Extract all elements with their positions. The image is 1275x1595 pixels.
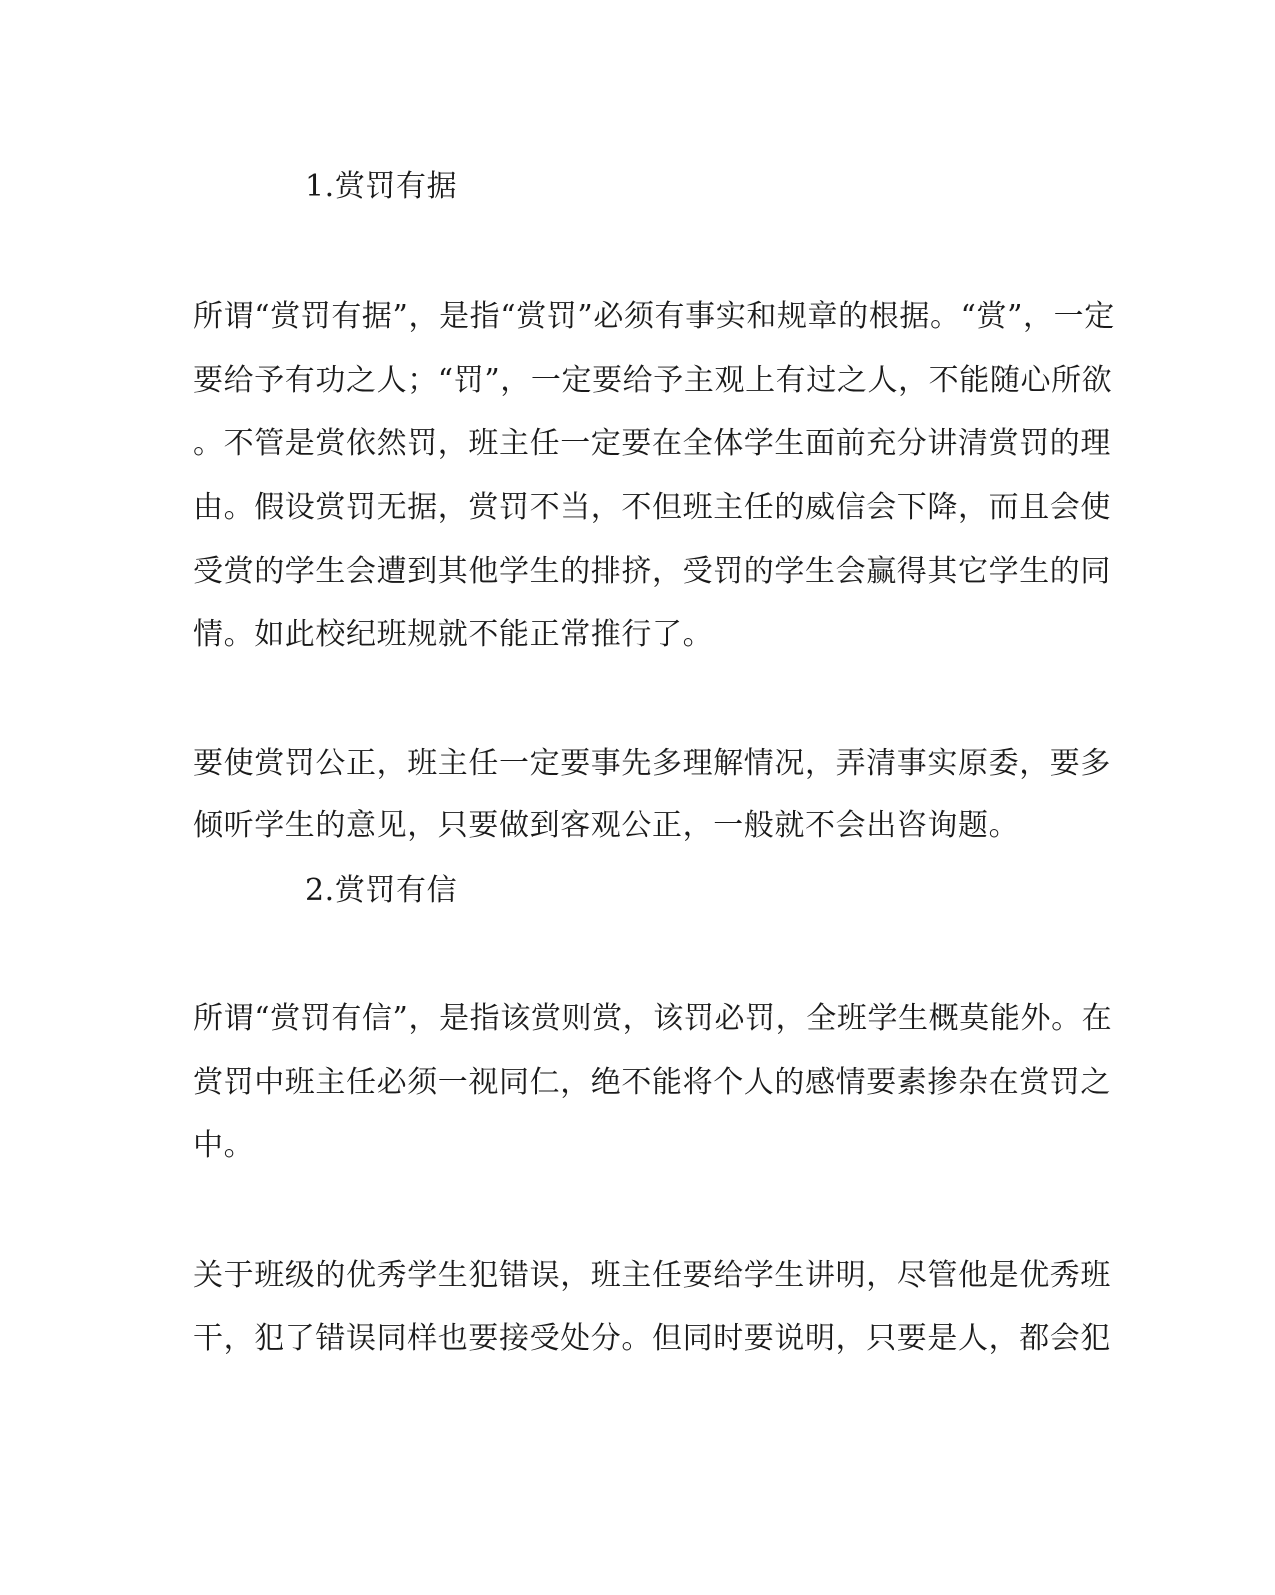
paragraph-line: 干，犯了错误同样也要接受处分。但同时要说明，只要是人，都会犯 [193, 1321, 1111, 1356]
paragraph-line: 要使赏罚公正，班主任一定要事先多理解情况，弄清事实原委，要多 [193, 746, 1111, 781]
paragraph-line: 赏罚中班主任必须一视同仁，绝不能将个人的感情要素掺杂在赏罚之 [193, 1065, 1111, 1100]
paragraph-line: 由。假设赏罚无据，赏罚不当，不但班主任的威信会下降，而且会使 [193, 490, 1111, 525]
paragraph-line: 受赏的学生会遭到其他学生的排挤，受罚的学生会赢得其它学生的同 [193, 554, 1111, 589]
section-heading-2: 2.赏罚有信 [305, 873, 458, 908]
paragraph-line: 关于班级的优秀学生犯错误，班主任要给学生讲明，尽管他是优秀班 [193, 1258, 1111, 1293]
paragraph-line: 情。如此校纪班规就不能正常推行了。 [193, 617, 714, 652]
paragraph-line: 倾听学生的意见，只要做到客观公正，一般就不会出咨询题。 [193, 808, 1020, 843]
paragraph-line: 所谓“赏罚有据”，是指“赏罚”必须有事实和规章的根据。“赏”，一定 [193, 299, 1115, 334]
paragraph-line: 要给予有功之人；“罚”，一定要给予主观上有过之人，不能随心所欲 [193, 363, 1113, 398]
paragraph-line: 。不管是赏依然罚，班主任一定要在全体学生面前充分讲清赏罚的理 [193, 426, 1111, 461]
paragraph-line: 所谓“赏罚有信”，是指该赏则赏，该罚必罚，全班学生概莫能外。在 [193, 1001, 1113, 1036]
section-heading-1: 1.赏罚有据 [305, 169, 458, 204]
paragraph-line: 中。 [193, 1128, 255, 1163]
